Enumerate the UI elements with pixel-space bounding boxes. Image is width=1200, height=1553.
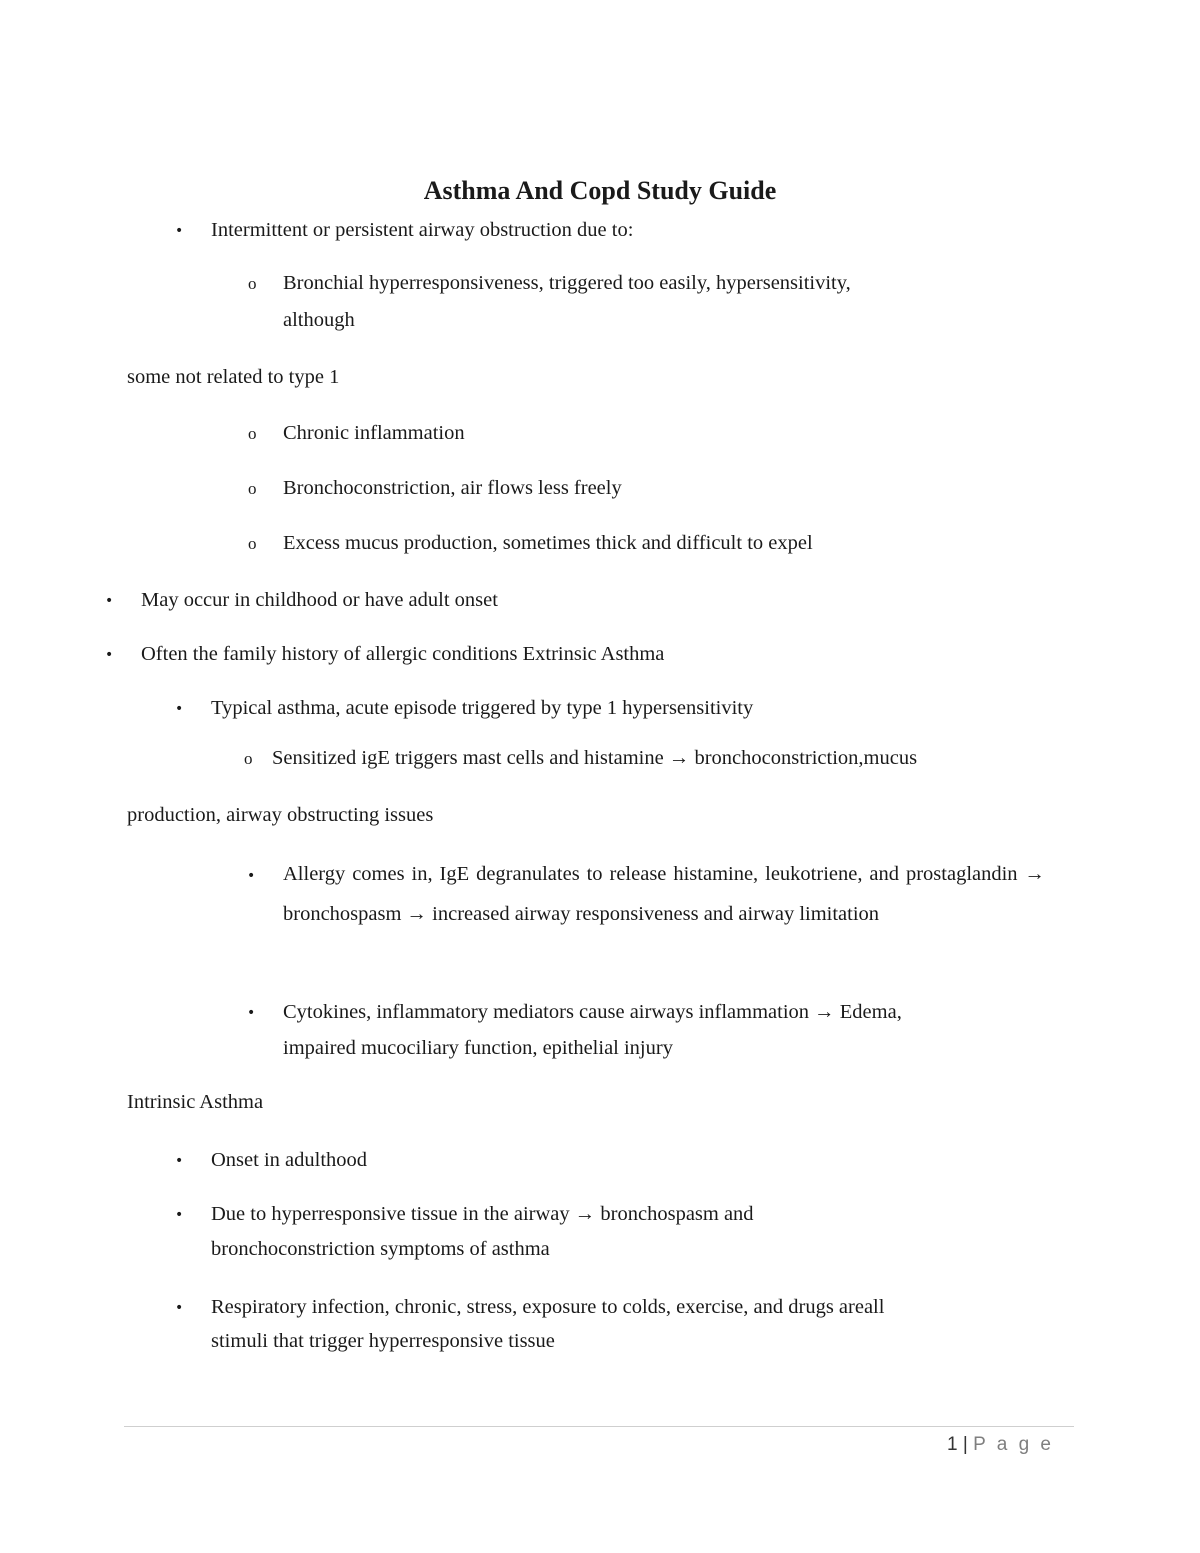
list-item: Excess mucus production, sometimes thick and difficult to expel: [283, 532, 813, 554]
footer-divider: [124, 1426, 1074, 1427]
list-item-line: Allergy comes in, IgE degranulates to release histamine, leukotriene, and: [283, 863, 900, 885]
list-item: Sensitized igE triggers mast cells and histamine → bronchoconstriction,mucus: [272, 747, 918, 769]
list-item: [283, 854, 1045, 934]
bullet-icon: •: [175, 223, 184, 239]
list-item-continuation: stimuli that trigger hyperresponsive tissue: [211, 1330, 555, 1352]
bullet-icon: •: [247, 1005, 256, 1021]
bullet-icon: •: [105, 593, 114, 609]
list-item-continuation: bronchoconstriction symptoms of asthma: [211, 1238, 550, 1260]
document-title: Asthma And Copd Study Guide: [423, 176, 777, 205]
page-label: P a g e: [973, 1434, 1054, 1455]
list-item-continuation: impaired mucociliary function, epithelial injury: [283, 1037, 673, 1059]
sub-bullet-icon: o: [248, 479, 257, 498]
list-item: Bronchial hyperresponsiveness, triggered too easily, hypersensitivity,: [283, 272, 851, 294]
list-item-continuation: although: [283, 309, 355, 331]
list-item: Respiratory infection, chronic, stress, exposure to colds, exercise, and drugs areall: [211, 1296, 885, 1318]
list-item-line: prostaglandin → bronchospasm → increased airway responsiveness and airway: [283, 863, 1046, 925]
section-heading: Intrinsic Asthma: [127, 1091, 264, 1113]
sub-bullet-icon: o: [244, 749, 253, 768]
page-number: 1: [947, 1434, 958, 1455]
page-footer: [947, 1431, 1054, 1459]
sub-bullet-icon: o: [248, 424, 257, 443]
bullet-icon: •: [175, 701, 184, 717]
list-item: Cytokines, inflammatory mediators cause airways inflammation → Edema,: [283, 1001, 902, 1023]
list-item: Onset in adulthood: [211, 1149, 368, 1171]
sub-bullet-icon: o: [248, 274, 257, 293]
bullet-icon: •: [175, 1207, 184, 1223]
list-item: Bronchoconstriction, air flows less freely: [283, 477, 622, 499]
bullet-icon: •: [105, 647, 114, 663]
list-item: Chronic inflammation: [283, 422, 465, 444]
list-item: Intermittent or persistent airway obstruction due to:: [211, 219, 634, 241]
list-item: Typical asthma, acute episode triggered by type 1 hypersensitivity: [211, 697, 754, 719]
list-item: Often the family history of allergic conditions Extrinsic Asthma: [141, 643, 665, 665]
footer-separator: |: [962, 1434, 968, 1455]
list-item: Due to hyperresponsive tissue in the airway → bronchospasm and: [211, 1203, 754, 1225]
bullet-icon: •: [247, 868, 256, 884]
list-item-line: limitation: [799, 903, 880, 925]
text-line: production, airway obstructing issues: [127, 804, 434, 826]
bullet-icon: •: [175, 1153, 184, 1169]
text-line: some not related to type 1: [127, 366, 340, 388]
bullet-icon: •: [175, 1300, 184, 1316]
list-item: May occur in childhood or have adult onset: [141, 589, 498, 611]
sub-bullet-icon: o: [248, 534, 257, 553]
